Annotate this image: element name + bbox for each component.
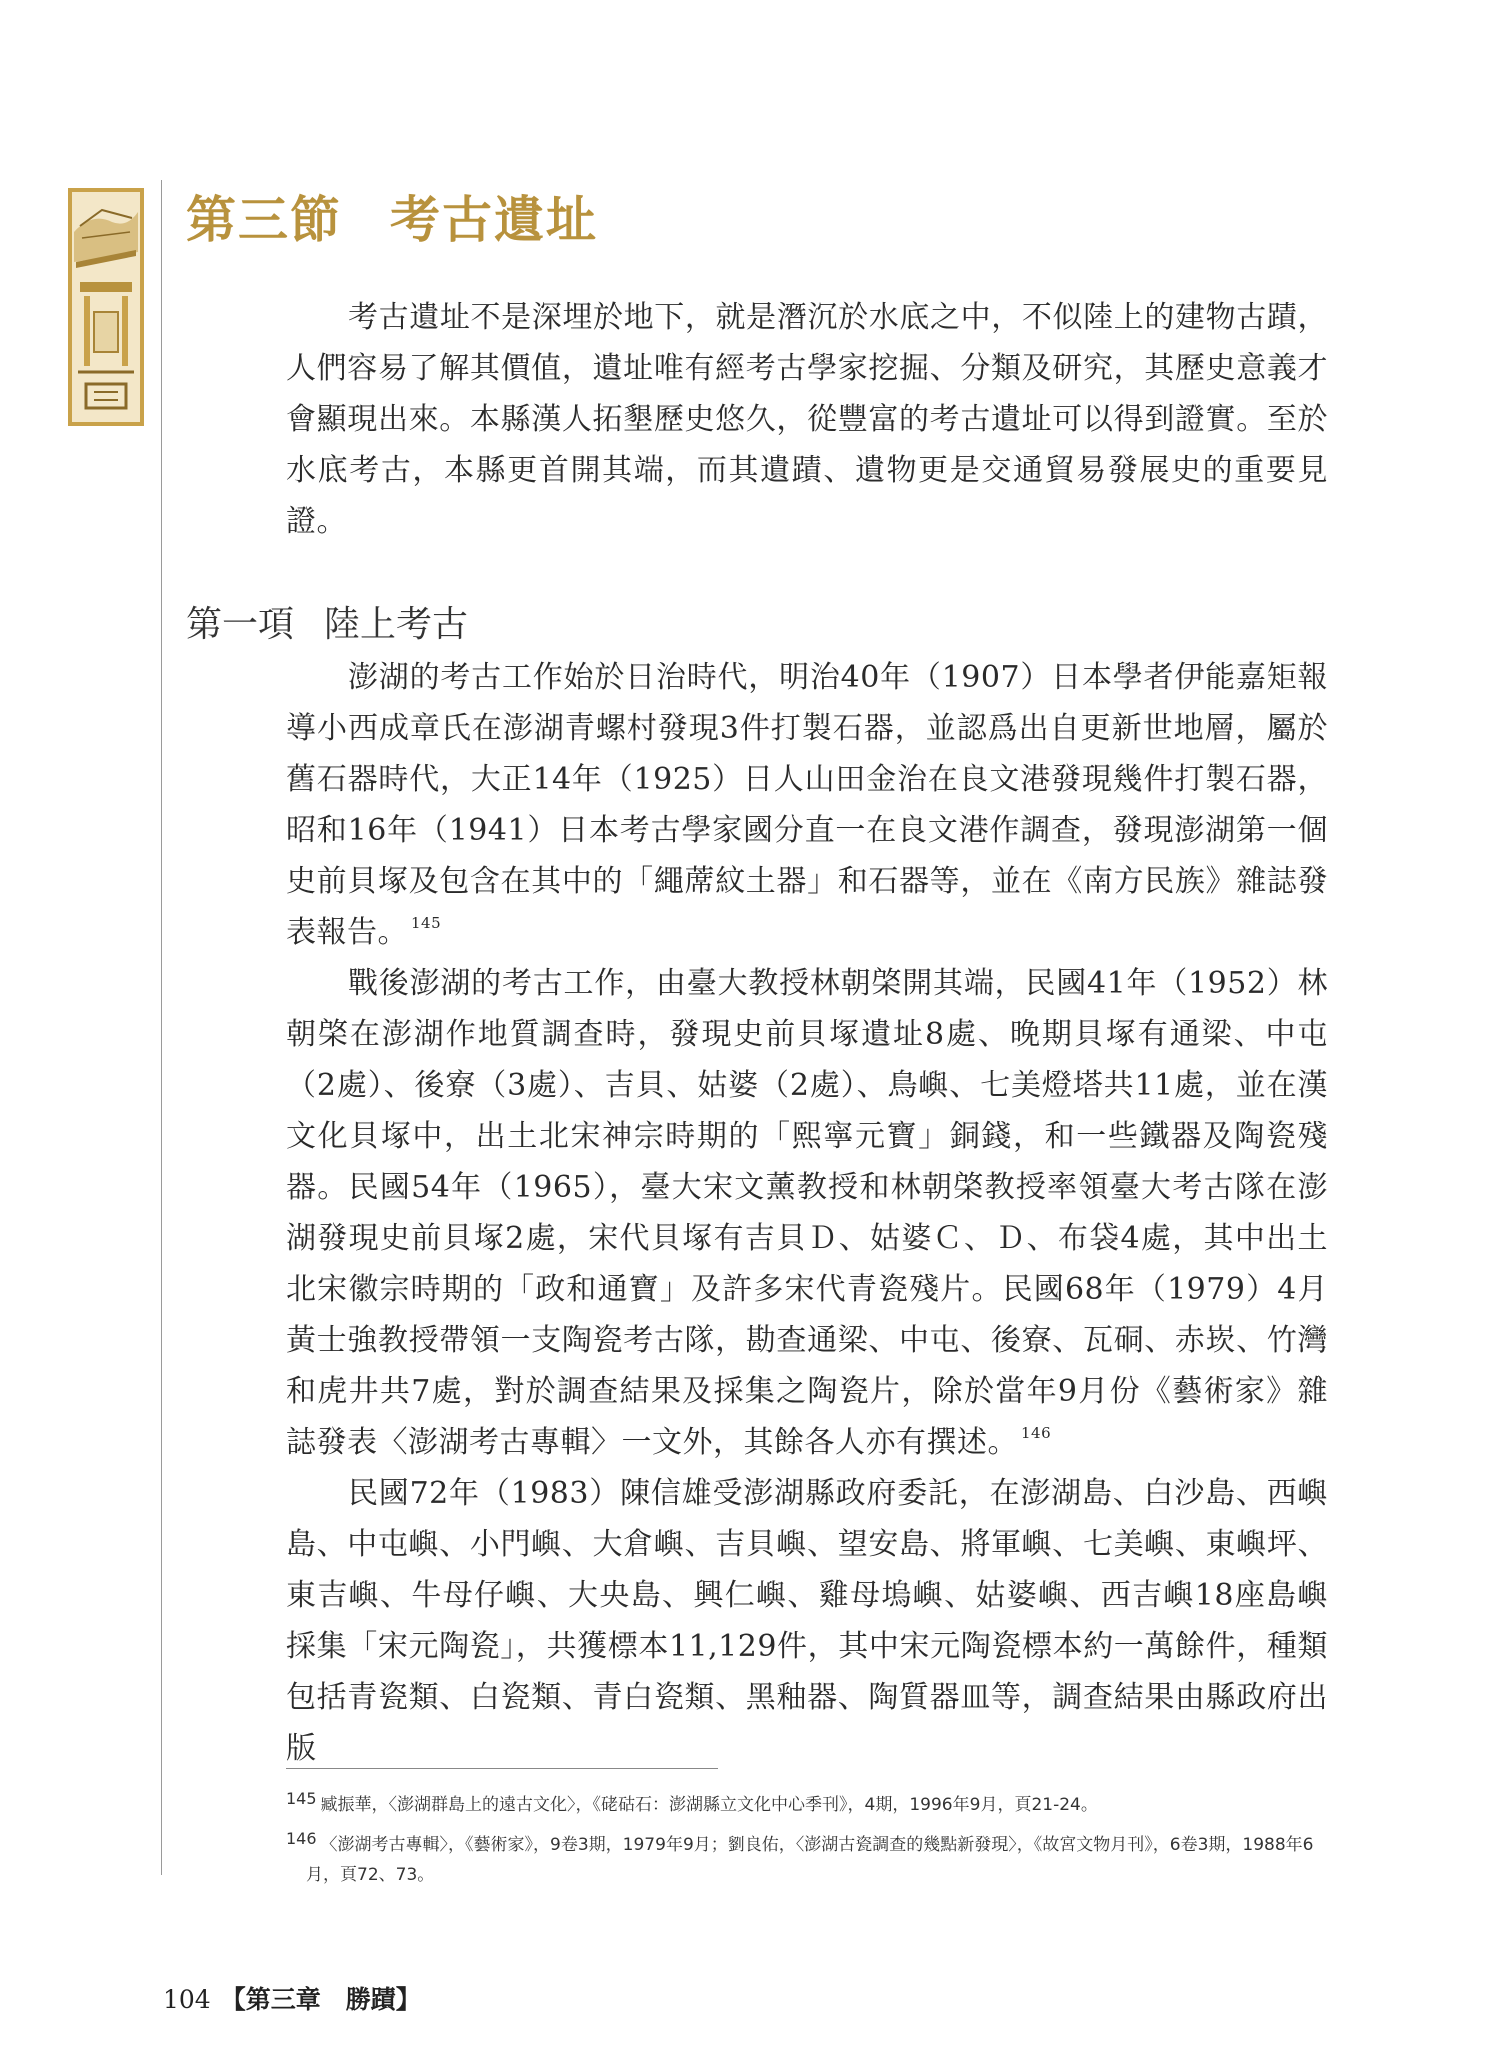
footnote-text: 〈澎湖考古專輯〉，《藝術家》，9卷3期，1979年9月；劉良佑，〈澎湖古瓷調查的幾點新發現〉，《故宮文物月刊》，6卷3期，1988年6月，頁72、73。 — [306, 1835, 1314, 1885]
main-body — [286, 652, 1328, 1774]
footnote-ref-145[interactable]: 145 — [411, 914, 442, 932]
intro-block — [286, 292, 1328, 547]
subsection-title — [186, 596, 468, 647]
subsection-number: 第一項 — [186, 604, 295, 645]
footnote-146 — [286, 1824, 1328, 1890]
section-title — [186, 180, 598, 252]
footnote-text: 臧振華，〈澎湖群島上的遠古文化〉，《硓𥑮石：澎湖縣立文化中心季刊》，4期，1996年9月，頁21-24。 — [320, 1795, 1098, 1815]
chapter-label: 【第三章 勝蹟】 — [220, 1985, 421, 2014]
page-number: 104 — [163, 1985, 211, 2014]
footnote-ref-146[interactable]: 146 — [1021, 1424, 1052, 1442]
body-paragraph-2 — [286, 958, 1328, 1468]
paragraph-1-text: 澎湖的考古工作始於日治時代，明治40年（1907）日本學者伊能嘉矩報導小西成章氏在澎湖青螺村發現3件打製石器，並認爲出自更新世地層，屬於舊石器時代，大正14年（1925）日人山田金治在良文港發現幾件打製石器，昭和16年（1941）日本考古學家國分直一在良文港作調查，發現澎湖第一個史前貝塚及包含在其中的「繩蓆紋土器」和石器等，並在《南方民族》雜誌發表報告。 — [286, 660, 1328, 950]
footnotes — [286, 1784, 1328, 1894]
vertical-rule — [161, 180, 162, 1875]
chapter-emblem-image — [68, 188, 144, 426]
body-paragraph-1 — [286, 652, 1328, 958]
body-paragraph-3 — [286, 1468, 1328, 1774]
page-footer — [163, 1980, 421, 2016]
intro-paragraph: 考古遺址不是深埋於地下，就是潛沉於水底之中，不似陸上的建物古蹟，人們容易了解其價值，遺址唯有經考古學家挖掘、分類及研究，其歷史意義才會顯現出來。本縣漢人拓墾歷史悠久，從豐富的考古遺址可以得到證實。至於水底考古，本縣更首開其端，而其遺蹟、遺物更是交通貿易發展史的重要見證。 — [286, 300, 1328, 539]
footnote-number: 146 — [286, 1829, 317, 1848]
paragraph-2-text: 戰後澎湖的考古工作，由臺大教授林朝棨開其端，民國41年（1952）林朝棨在澎湖作地質調查時，發現史前貝塚遺址8處、晚期貝塚有通梁、中屯（2處）、後寮（3處）、吉貝、姑婆（2處）、鳥嶼、七美燈塔共11處，並在漢文化貝塚中，出土北宋神宗時期的「熙寧元寶」銅錢，和一些鐵器及陶瓷殘器。民國54年（1965），臺大宋文薰教授和林朝棨教授率領臺大考古隊在澎湖發現史前貝塚2處，宋代貝塚有吉貝Ｄ、姑婆Ｃ、Ｄ、布袋4處，其中出土北宋徽宗時期的「政和通寶」及許多宋代青瓷殘片。民國68年（1979）4月黃士強教授帶領一支陶瓷考古隊，勘查通梁、中屯、後寮、瓦硐、赤崁、竹灣和虎井共7處，對於調查結果及採集之陶瓷片，除於當年9月份《藝術家》雜誌發表〈澎湖考古專輯〉一文外，其餘各人亦有撰述。 — [286, 966, 1328, 1460]
paragraph-3-text: 民國72年（1983）陳信雄受澎湖縣政府委託，在澎湖島、白沙島、西嶼島、中屯嶼、小門嶼、大倉嶼、吉貝嶼、望安島、將軍嶼、七美嶼、東嶼坪、東吉嶼、牛母仔嶼、大央島、興仁嶼、雞母塢嶼、姑婆嶼、西吉嶼18座島嶼採集「宋元陶瓷」，共獲標本11,129件，其中宋元陶瓷標本約一萬餘件，種類包括青瓷類、白瓷類、青白瓷類、黑釉器、陶質器皿等，調查結果由縣政府出版 — [286, 1476, 1328, 1766]
section-number: 第三節 — [186, 190, 342, 249]
footnote-number: 145 — [286, 1789, 317, 1808]
footnote-divider — [286, 1768, 718, 1769]
section-name: 考古遺址 — [390, 190, 598, 249]
footnote-145 — [286, 1784, 1328, 1820]
subsection-name: 陸上考古 — [324, 604, 469, 645]
